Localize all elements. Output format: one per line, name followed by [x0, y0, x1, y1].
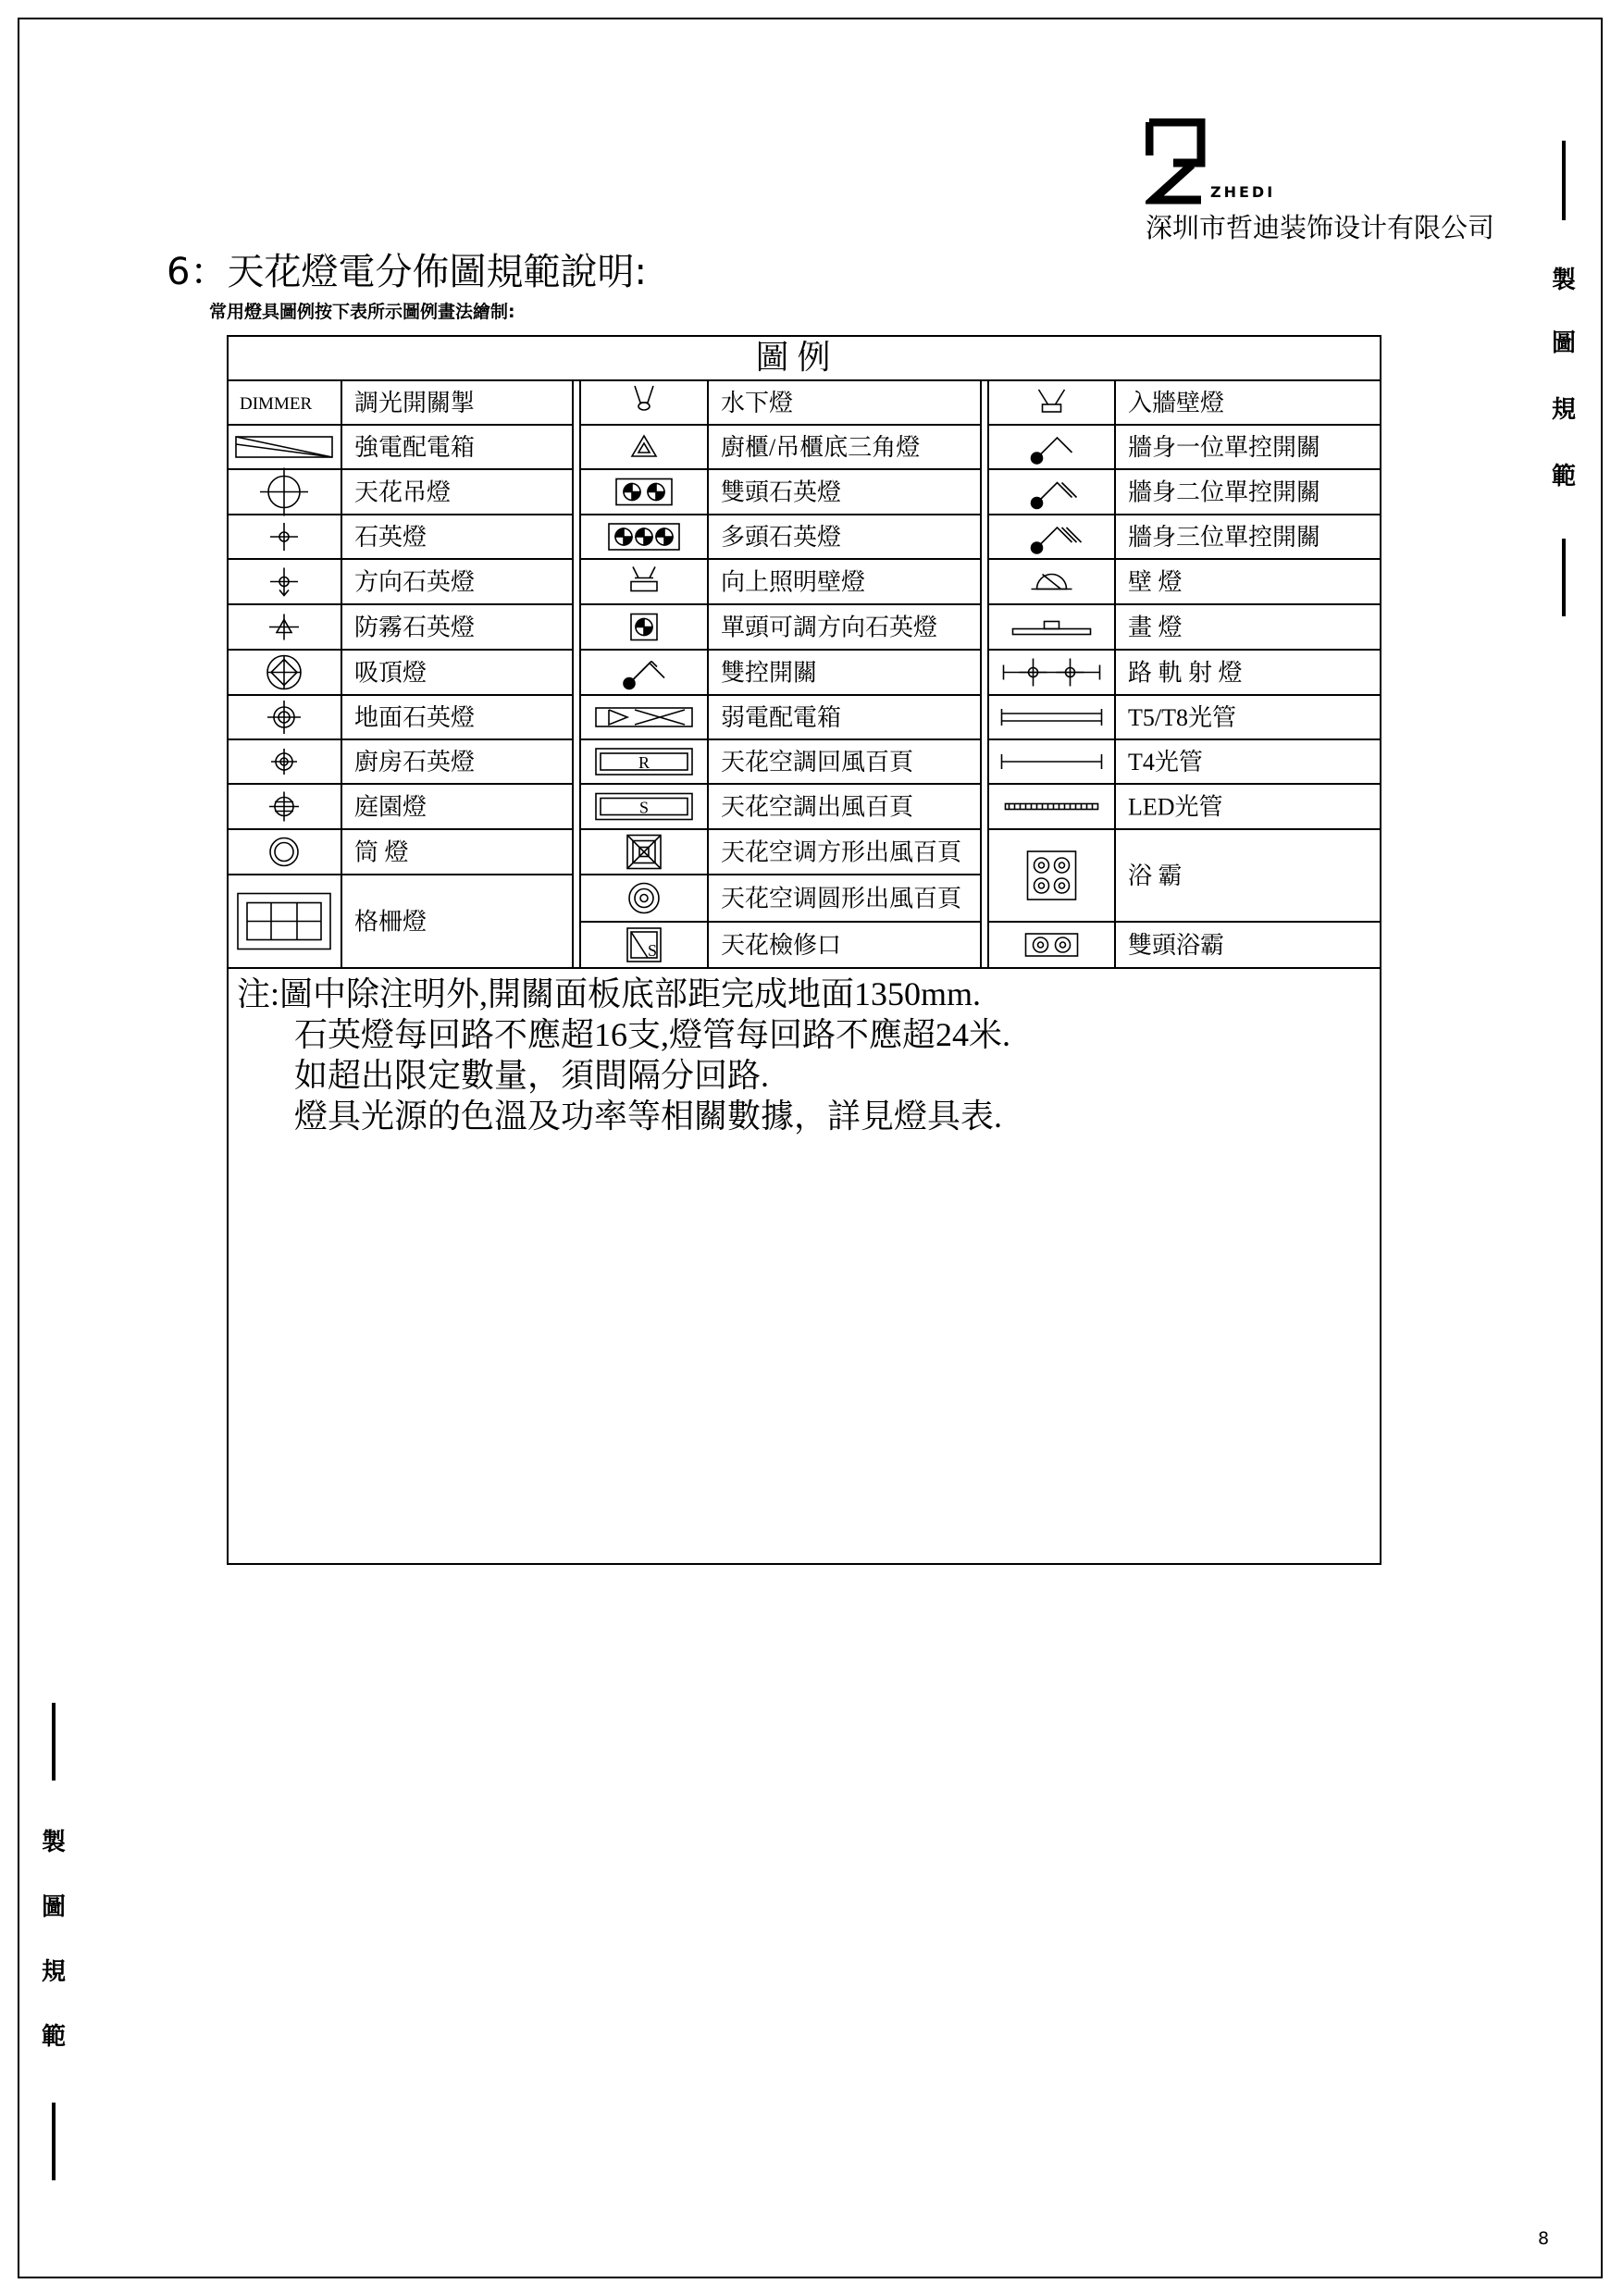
legend-label: 方向石英燈 — [354, 568, 476, 596]
side-label-char: 圖 — [41, 1893, 66, 1921]
legend-label: 多頭石英燈 — [721, 524, 842, 551]
side-label-char: 範 — [41, 2023, 66, 2051]
three-gang-switch-icon — [1032, 527, 1082, 553]
legend-title: 圖 例 — [755, 339, 831, 376]
legend-label: 雙頭石英燈 — [721, 478, 842, 506]
t5-t8-tube-icon — [1002, 709, 1102, 726]
legend-label: 廚房石英燈 — [354, 749, 476, 776]
legend-label: 入牆壁燈 — [1128, 390, 1225, 416]
legend-label: 路 軌 射 燈 — [1128, 659, 1243, 687]
legend-label: 吸頂燈 — [354, 659, 427, 687]
legend-table — [227, 335, 1381, 1565]
double-bath-heater-icon — [1026, 934, 1078, 956]
legend-label: 弱電配電箱 — [721, 704, 842, 731]
svg-text:R: R — [638, 753, 650, 772]
fogproof-quartz-lamp-icon — [269, 614, 299, 640]
legend-label: 調光開關掣 — [354, 390, 476, 416]
round-diffuser-icon — [629, 884, 659, 913]
legend-label: 強電配電箱 — [354, 434, 476, 461]
zhedi-logo-icon — [1146, 118, 1210, 207]
uplight-wall-lamp-icon — [631, 567, 657, 591]
access-panel-icon — [627, 928, 661, 962]
page-number: 8 — [1538, 2228, 1550, 2249]
one-gang-switch-icon — [1032, 438, 1072, 464]
wall-lamp-icon — [1032, 575, 1072, 590]
legend-label: 牆身二位單控開關 — [1128, 478, 1321, 506]
legend-label: 牆身一位單控開關 — [1128, 434, 1321, 461]
legend-label: 天花空調出風百頁 — [721, 793, 914, 821]
legend-label: T4光管 — [1128, 749, 1203, 776]
multi-quartz-lamp-icon — [609, 524, 679, 550]
ceiling-mounted-lamp-icon — [267, 656, 301, 689]
weak-current-box-icon — [596, 708, 692, 726]
side-bar-bottom-left — [52, 2103, 56, 2180]
legend-label: 水下燈 — [721, 390, 794, 416]
legend-label: 天花檢修口 — [721, 932, 842, 959]
side-label-char: 規 — [41, 1958, 66, 1986]
legend-label: 天花吊燈 — [354, 478, 452, 506]
double-quartz-lamp-icon — [616, 479, 672, 505]
floor-quartz-lamp-icon — [267, 701, 301, 734]
side-label-char: 規 — [1551, 396, 1576, 424]
side-label-char: 圖 — [1551, 329, 1576, 357]
underwater-lamp-icon — [635, 386, 653, 410]
directional-quartz-lamp-icon — [270, 568, 298, 596]
legend-label: 雙控開關 — [721, 659, 818, 687]
svg-text:S: S — [648, 941, 658, 960]
legend-label: 牆身三位單控開關 — [1128, 524, 1321, 551]
legend-label: 格柵燈 — [354, 908, 427, 936]
side-bar-bottom-right — [1562, 539, 1566, 616]
legend-label: 天花空调方形出風百頁 — [721, 838, 962, 866]
side-bar-top-left — [52, 1703, 56, 1781]
company-name: 深圳市哲迪装饰设计有限公司 — [1146, 212, 1495, 243]
legend-label: 地面石英燈 — [354, 704, 476, 731]
note-line: 石英燈每回路不應超16支,燈管每回路不應超24米. — [294, 1016, 1011, 1053]
legend-label: 向上照明壁燈 — [721, 568, 866, 596]
legend-label: 浴 霸 — [1128, 863, 1183, 889]
single-adjustable-quartz-lamp-icon — [631, 614, 657, 640]
recessed-wall-lamp-icon — [1039, 390, 1065, 412]
side-bar-top-right — [1562, 141, 1566, 220]
track-spotlight-icon — [1004, 659, 1100, 687]
section-subheading: 常用燈具圖例按下表所示圖例畫法繪制: — [209, 302, 515, 322]
legend-label: 壁 燈 — [1128, 568, 1183, 596]
legend-label: 天花空調回風百頁 — [721, 749, 914, 776]
t4-tube-icon — [1002, 754, 1102, 769]
two-way-switch-icon — [624, 662, 664, 689]
picture-lamp-icon — [1013, 622, 1091, 635]
bath-heater-icon — [1028, 851, 1076, 900]
ceiling-pendant-lamp-icon — [260, 468, 308, 516]
svg-text:S: S — [638, 798, 650, 817]
legend-label: 單頭可調方向石英燈 — [721, 614, 938, 641]
dimmer-symbol-text: DIMMER — [240, 394, 313, 414]
legend-label: LED光管 — [1128, 793, 1223, 821]
legend-label: 雙頭浴霸 — [1128, 932, 1225, 959]
legend-label: T5/T8光管 — [1128, 704, 1236, 731]
power-distribution-box-icon — [236, 437, 332, 457]
legend-label: 石英燈 — [354, 524, 427, 551]
legend-label: 天花空调圆形出風百頁 — [721, 885, 962, 912]
legend-label: 防霧石英燈 — [354, 614, 476, 641]
R — [596, 749, 692, 775]
legend-label: 筒 燈 — [354, 838, 409, 866]
grille-lamp-icon — [238, 894, 330, 949]
quartz-lamp-icon — [270, 523, 298, 551]
square-diffuser-icon — [627, 836, 661, 869]
legend-label: 庭園燈 — [354, 793, 427, 821]
side-label-char: 製 — [41, 1829, 66, 1856]
note-line: 注:圖中除注明外,開關面板底部距完成地面1350mm. — [237, 975, 982, 1012]
side-label-char: 範 — [1551, 463, 1576, 490]
legend-label: 廚櫃/吊櫃底三角燈 — [721, 434, 921, 461]
downlight-icon — [270, 838, 298, 866]
led-tube-icon — [1006, 804, 1098, 810]
note-line: 如超出限定數量，須間隔分回路. — [294, 1057, 770, 1094]
side-label-char: 製 — [1551, 267, 1576, 294]
notes-block — [237, 974, 1010, 1136]
note-line: 燈具光源的色溫及功率等相關數據，詳見燈具表. — [294, 1098, 1003, 1135]
kitchen-quartz-lamp-icon — [271, 749, 297, 775]
two-gang-switch-icon — [1032, 483, 1077, 509]
section-heading: 6：天花燈電分佈圖規範說明: — [167, 251, 647, 293]
brand-word: ZHEDI — [1210, 183, 1276, 201]
triangle-lamp-icon — [632, 436, 656, 456]
garden-lamp-icon — [269, 792, 299, 822]
legend-label: 畫 燈 — [1128, 614, 1183, 641]
S — [596, 794, 692, 820]
